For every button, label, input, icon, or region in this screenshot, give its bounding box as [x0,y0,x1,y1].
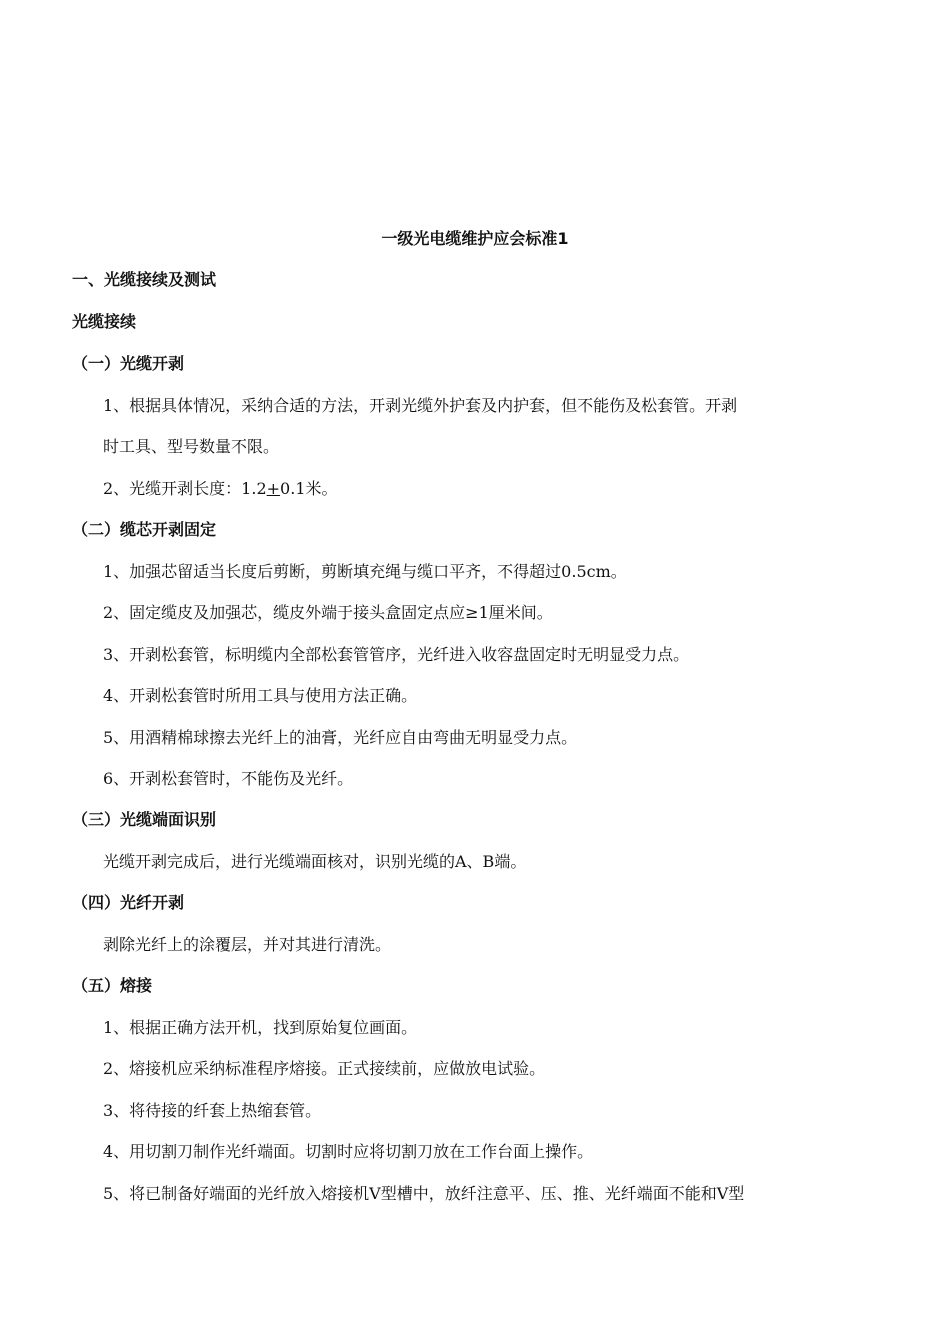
paragraph-line [103,479,338,499]
plus-minus-sign: + [266,479,281,498]
paragraph-line: 1、根据具体情况，采纳合适的方法，开剥光缆外护套及内护套，但不能伤及松套管。开剥 [103,396,738,415]
list-item: 4、开剥松套管时所用工具与使用方法正确。 [103,686,418,705]
list-item: 4、用切割刀制作光纤端面。切割时应将切割刀放在工作台面上操作。 [103,1142,594,1161]
list-item: 2、固定缆皮及加强芯，缆皮外端于接头盒固定点应≥1厘米间。 [103,603,553,622]
part-heading-4: （四）光纤开剥 [72,893,185,912]
paragraph-line: 光缆开剥完成后，进行光缆端面核对，识别光缆的A、B端。 [103,852,527,871]
part-heading-1: （一）光缆开剥 [72,354,185,373]
list-item: 5、将已制备好端面的光纤放入熔接机V型槽中，放纤注意平、压、推、光纤端面不能和V型 [103,1184,745,1203]
list-item: 3、开剥松套管，标明缆内全部松套管管序，光纤进入收容盘固定时无明显受力点。 [103,645,690,664]
list-item: 5、用酒精棉球擦去光纤上的油膏，光纤应自由弯曲无明显受力点。 [103,728,578,747]
length-prefix: 2、光缆开剥长度：1.2 [103,479,267,498]
list-item: 1、根据正确方法开机，找到原始复位画面。 [103,1018,418,1037]
list-item: 2、熔接机应采纳标准程序熔接。正式接续前，应做放电试验。 [103,1059,546,1078]
length-suffix: 0.1米。 [280,479,338,498]
part-heading-5: （五）熔接 [72,976,153,995]
paragraph-line: 剥除光纤上的涂覆层，并对其进行清洗。 [103,935,392,954]
part-heading-3: （三）光缆端面识别 [72,810,217,829]
subsection-heading: 光缆接续 [72,312,137,331]
part-heading-2: （二）缆芯开剥固定 [72,520,217,539]
list-item: 6、开剥松套管时，不能伤及光纤。 [103,769,354,788]
section-heading: 一、光缆接续及测试 [72,270,217,289]
document-title: 一级光电缆维护应会标准1 [381,229,569,248]
list-item: 1、加强芯留适当长度后剪断，剪断填充绳与缆口平齐，不得超过0.5cm。 [103,562,627,581]
paragraph-line: 时工具、型号数量不限。 [103,437,280,456]
list-item: 3、将待接的纤套上热缩套管。 [103,1101,322,1120]
